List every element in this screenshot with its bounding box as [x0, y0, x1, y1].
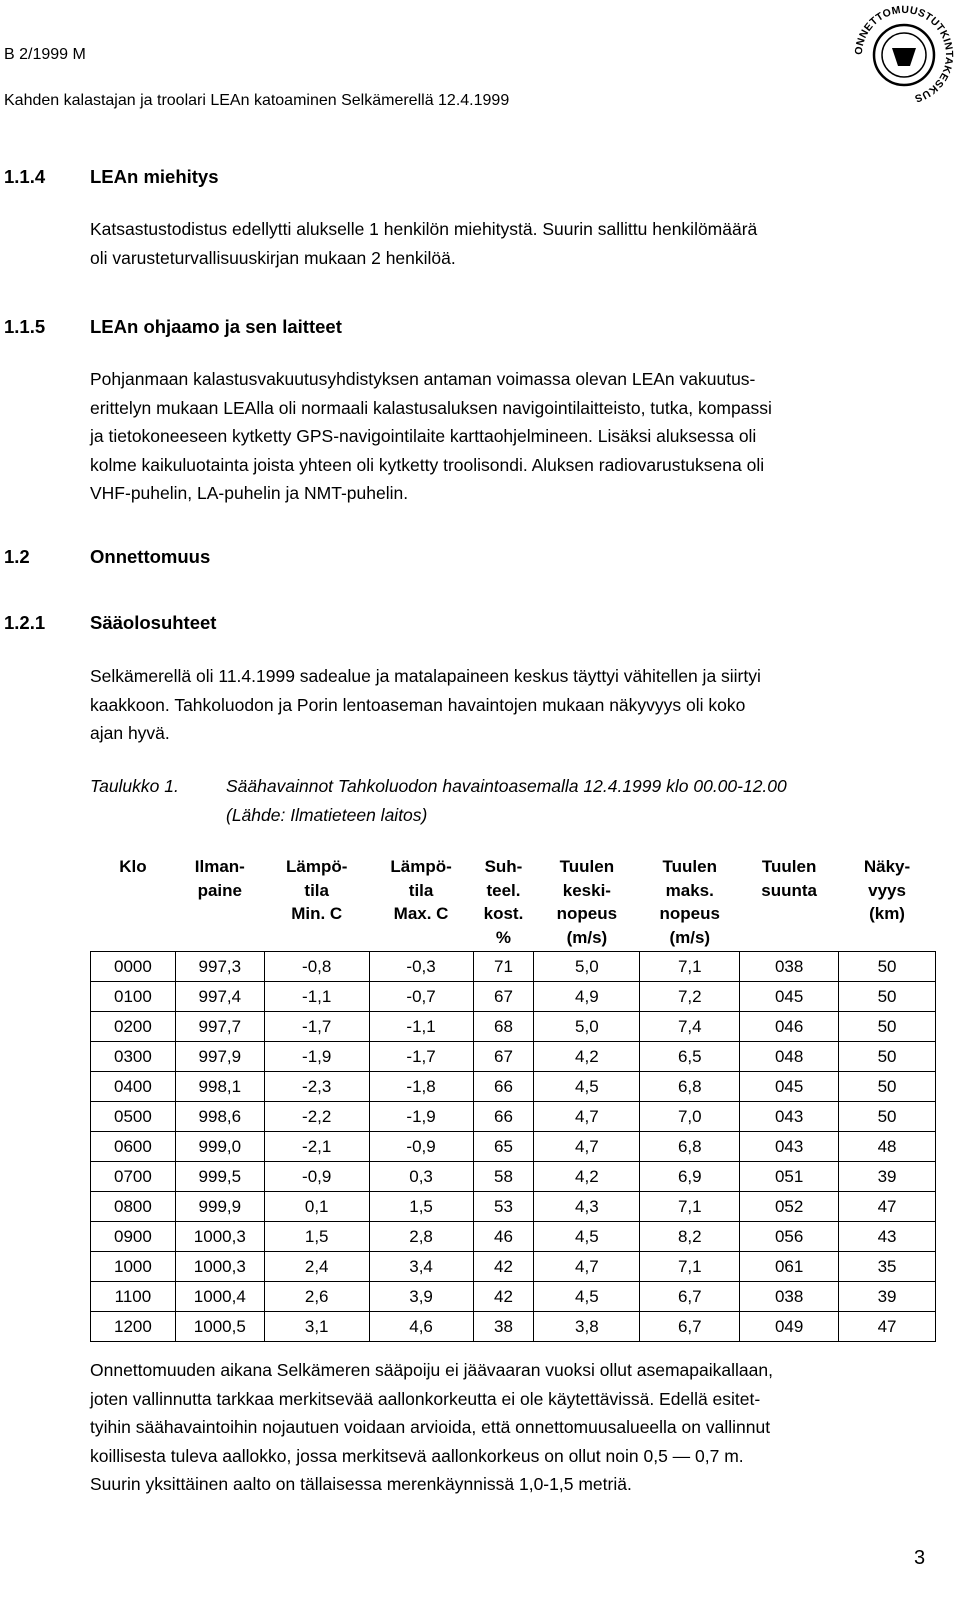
table-cell: 6,7	[640, 1312, 740, 1342]
table-cell: 42	[473, 1282, 534, 1312]
weather-observations-table	[90, 855, 936, 1342]
table-cell: 3,8	[534, 1312, 640, 1342]
table-cell: -1,7	[264, 1012, 369, 1042]
table-cell: 4,2	[534, 1042, 640, 1072]
text-line: VHF-puhelin, LA-puhelin ja NMT-puhelin.	[90, 483, 409, 503]
table-cell: 4,2	[534, 1162, 640, 1192]
text-line: tyihin säähavaintoihin nojautuen voidaan arvioida, että onnettomuusalueella on vallinnut	[90, 1417, 771, 1437]
section-title: LEAn ohjaamo ja sen laitteet	[90, 316, 342, 337]
table-cell: -1,7	[369, 1042, 473, 1072]
table-cell: 4,7	[534, 1252, 640, 1282]
text-line: kaakkoon. Tahkoluodon ja Porin lentoaseman havaintojen mukaan näkyvyys oli koko	[90, 694, 746, 715]
table-cell: 1000	[91, 1252, 176, 1282]
table-cell: 997,3	[175, 952, 264, 982]
table-cell: 50	[839, 1072, 936, 1102]
table-cell: 0200	[91, 1012, 176, 1042]
table-cell: 2,4	[264, 1252, 369, 1282]
table-cell: 3,1	[264, 1312, 369, 1342]
column-header	[839, 855, 936, 952]
column-header-line: Min. C	[291, 904, 343, 923]
table-cell: 997,7	[175, 1012, 264, 1042]
table-cell: 0000	[91, 952, 176, 982]
table-cell: -0,9	[264, 1162, 369, 1192]
section-title: Sääolosuhteet	[90, 612, 217, 633]
column-header	[640, 855, 740, 952]
column-header	[264, 855, 369, 952]
section-number: 1.2.1	[4, 612, 46, 633]
table-cell: 0700	[91, 1162, 176, 1192]
paragraph-aallokko	[90, 1356, 936, 1499]
text-line: koillisesta tuleva aallokko, jossa merkitsevä aallonkorkeus on ollut noin 0,5 — 0,7 m.	[90, 1445, 744, 1466]
text-line: kolme kaikuluotainta joista yhteen oli kytketty troolisondi. Aluksen radiovarustuksena oli	[90, 454, 765, 475]
table-cell: 6,8	[640, 1132, 740, 1162]
table-header-row	[91, 855, 936, 952]
column-header-line: paine	[197, 880, 242, 900]
table-cell: 6,9	[640, 1162, 740, 1192]
table-cell: -0,7	[369, 982, 473, 1012]
table-cell: 999,9	[175, 1192, 264, 1222]
column-header	[91, 855, 176, 952]
column-header-line: tila	[304, 880, 329, 900]
section-number: 1.1.5	[4, 316, 46, 337]
document-title: Kahden kalastajan ja troolari LEAn katoaminen Selkämerellä 12.4.1999	[4, 92, 510, 109]
text-line: joten vallinnutta tarkkaa merkitsevää aallonkorkeutta ei ole käytettävissä. Edellä esitet-	[90, 1388, 761, 1409]
table-cell: -1,8	[369, 1072, 473, 1102]
table-cell: 38	[473, 1312, 534, 1342]
table-caption-title: Säähavainnot Tahkoluodon havaintoasemalla 12.4.1999 klo 00.00-12.00	[226, 776, 787, 796]
table-cell: 0600	[91, 1132, 176, 1162]
table-cell: 056	[740, 1222, 839, 1252]
table-cell: 999,5	[175, 1162, 264, 1192]
table-cell: 7,1	[640, 952, 740, 982]
table-cell: -0,8	[264, 952, 369, 982]
table-cell: -2,2	[264, 1102, 369, 1132]
table-cell: 0400	[91, 1072, 176, 1102]
table-cell: 50	[839, 1042, 936, 1072]
text-line: erittelyn mukaan LEAlla oli normaali kalastusaluksen navigointilaitteisto, tutka, kompassi	[90, 397, 772, 418]
column-header-line: tila	[408, 880, 434, 900]
table-row	[91, 952, 936, 982]
section-title: Onnettomuus	[90, 546, 211, 567]
column-header-line: Lämpö-	[390, 857, 452, 876]
table-row	[91, 1102, 936, 1132]
table-cell: 1000,3	[175, 1222, 264, 1252]
table-cell: 7,0	[640, 1102, 740, 1132]
table-cell: 6,5	[640, 1042, 740, 1072]
table-row	[91, 1072, 936, 1102]
table-cell: 998,6	[175, 1102, 264, 1132]
table-cell: 65	[473, 1132, 534, 1162]
table-cell: 47	[839, 1192, 936, 1222]
table-cell: 043	[740, 1102, 839, 1132]
table-cell: -0,3	[369, 952, 473, 982]
column-header-line: (m/s)	[669, 927, 711, 947]
logo-lettering: ONNETTOMUUSTUTKINTAKESKUS	[852, 3, 956, 105]
onnettomuustutkintakeskus-logo	[848, 0, 960, 110]
table-cell: -1,9	[264, 1042, 369, 1072]
table-row	[91, 1192, 936, 1222]
table-cell: 53	[473, 1192, 534, 1222]
column-header-line: suunta	[761, 880, 817, 900]
table-cell: 051	[740, 1162, 839, 1192]
table-cell: 061	[740, 1252, 839, 1282]
table-cell: 045	[740, 1072, 839, 1102]
table-cell: 1,5	[264, 1222, 369, 1252]
table-cell: 2,6	[264, 1282, 369, 1312]
column-header-line: Näky-	[863, 857, 911, 876]
table-cell: 43	[839, 1222, 936, 1252]
table-cell: 66	[473, 1102, 534, 1132]
column-header-line: Suh-	[484, 857, 523, 876]
document-id: B 2/1999 M	[4, 46, 86, 63]
column-header	[534, 855, 640, 952]
table-cell: 50	[839, 952, 936, 982]
table-cell: 71	[473, 952, 534, 982]
table-cell: 7,1	[640, 1252, 740, 1282]
table-row	[91, 1252, 936, 1282]
table-caption-source: (Lähde: Ilmatieteen laitos)	[226, 805, 428, 825]
table-cell: 42	[473, 1252, 534, 1282]
table-cell: 997,9	[175, 1042, 264, 1072]
column-header-line: vyys	[868, 880, 906, 900]
table-cell: -1,9	[369, 1102, 473, 1132]
table-cell: 48	[839, 1132, 936, 1162]
table-cell: 46	[473, 1222, 534, 1252]
table-cell: 0500	[91, 1102, 176, 1132]
table-cell: 4,7	[534, 1102, 640, 1132]
table-cell: 1000,4	[175, 1282, 264, 1312]
table-cell: 1200	[91, 1312, 176, 1342]
column-header-line: Klo	[119, 857, 147, 876]
text-line: Onnettomuuden aikana Selkämeren sääpoiju ei jäävaaran vuoksi ollut asemapaikallaan,	[90, 1360, 773, 1380]
table-cell: 3,9	[369, 1282, 473, 1312]
table-cell: -0,9	[369, 1132, 473, 1162]
text-line: Selkämerellä oli 11.4.1999 sadealue ja matalapaineen keskus täyttyi vähitellen ja siirtyi	[90, 666, 761, 686]
table-cell: 6,7	[640, 1282, 740, 1312]
column-header	[175, 855, 264, 952]
table-cell: 67	[473, 1042, 534, 1072]
column-header	[473, 855, 534, 952]
text-line: ajan hyvä.	[90, 723, 170, 743]
table-cell: 997,4	[175, 982, 264, 1012]
column-header-line: Tuulen	[559, 857, 615, 876]
table-cell: 045	[740, 982, 839, 1012]
table-cell: 0,1	[264, 1192, 369, 1222]
column-header-line: maks.	[665, 880, 714, 900]
table-cell: 67	[473, 982, 534, 1012]
table-cell: 4,3	[534, 1192, 640, 1222]
table-cell: 0,3	[369, 1162, 473, 1192]
table-row	[91, 1132, 936, 1162]
column-header-line: keski-	[562, 880, 611, 900]
column-header-line: Tuulen	[662, 857, 717, 876]
table-cell: 66	[473, 1072, 534, 1102]
table-cell: 8,2	[640, 1222, 740, 1252]
text-line: oli varusteturvallisuuskirjan mukaan 2 henkilöä.	[90, 247, 456, 268]
text-line: ja tietokoneeseen kytketty GPS-navigointilaite karttaohjelmineen. Lisäksi aluksessa oli	[90, 426, 757, 446]
table-cell: -1,1	[369, 1012, 473, 1042]
table-cell: 50	[839, 1012, 936, 1042]
table-cell: 6,8	[640, 1072, 740, 1102]
section-title: LEAn miehitys	[90, 166, 219, 187]
column-header	[369, 855, 473, 952]
table-cell: 5,0	[534, 952, 640, 982]
table-cell: 1,5	[369, 1192, 473, 1222]
column-header-line: Ilman-	[194, 857, 245, 876]
column-header-line: kost.	[483, 904, 524, 923]
paragraph-miehitys	[90, 215, 936, 272]
table-cell: 50	[839, 1102, 936, 1132]
section-number: 1.1.4	[4, 166, 46, 187]
table-cell: 7,1	[640, 1192, 740, 1222]
column-header-line: nopeus	[556, 904, 618, 923]
table-cell: 58	[473, 1162, 534, 1192]
table-cell: 048	[740, 1042, 839, 1072]
table-cell: 4,5	[534, 1072, 640, 1102]
table-cell: -2,1	[264, 1132, 369, 1162]
table-row	[91, 1012, 936, 1042]
table-cell: -1,1	[264, 982, 369, 1012]
table-cell: 4,7	[534, 1132, 640, 1162]
table-cell: 68	[473, 1012, 534, 1042]
table-cell: 052	[740, 1192, 839, 1222]
table-cell: 0300	[91, 1042, 176, 1072]
text-line: Katsastustodistus edellytti alukselle 1 henkilön miehitystä. Suurin sallittu henkilömäärä	[90, 219, 758, 239]
table-row	[91, 1282, 936, 1312]
table-cell: 50	[839, 982, 936, 1012]
table-cell: 3,4	[369, 1252, 473, 1282]
table-cell: 043	[740, 1132, 839, 1162]
section-number: 1.2	[4, 546, 30, 567]
table-cell: 1100	[91, 1282, 176, 1312]
column-header-line: %	[495, 927, 512, 947]
table-cell: 0800	[91, 1192, 176, 1222]
paragraph-ohjaamo	[90, 365, 936, 508]
table-row	[91, 1162, 936, 1192]
table-cell: 0900	[91, 1222, 176, 1252]
column-header-line: (m/s)	[566, 927, 608, 947]
column-header-line: (km)	[869, 904, 905, 923]
table-cell: 038	[740, 952, 839, 982]
paragraph-saaolosuhteet	[90, 662, 936, 748]
table-cell: 4,5	[534, 1282, 640, 1312]
table-cell: 038	[740, 1282, 839, 1312]
table-cell: 4,6	[369, 1312, 473, 1342]
table-cell: 998,1	[175, 1072, 264, 1102]
table-row	[91, 1222, 936, 1252]
text-line: Suurin yksittäinen aalto on tällaisessa merenkäynnissä 1,0-1,5 metriä.	[90, 1474, 632, 1494]
table-caption-label: Taulukko 1.	[90, 776, 179, 796]
table-cell: 0100	[91, 982, 176, 1012]
column-header-line: teel.	[486, 880, 521, 900]
text-line: Pohjanmaan kalastusvakuutusyhdistyksen antaman voimassa olevan LEAn vakuutus-	[90, 369, 756, 389]
table-cell: 046	[740, 1012, 839, 1042]
table-cell: 2,8	[369, 1222, 473, 1252]
column-header-line: Max. C	[393, 904, 449, 923]
column-header-line: Lämpö-	[285, 857, 348, 876]
table-row	[91, 1042, 936, 1072]
table-cell: 1000,3	[175, 1252, 264, 1282]
table-cell: 47	[839, 1312, 936, 1342]
table-cell: 7,2	[640, 982, 740, 1012]
page-number: 3	[914, 1547, 926, 1569]
table-cell: 4,5	[534, 1222, 640, 1252]
table-cell: 049	[740, 1312, 839, 1342]
table-row	[91, 982, 936, 1012]
table-cell: 35	[839, 1252, 936, 1282]
table-cell: 1000,5	[175, 1312, 264, 1342]
table-cell: 39	[839, 1282, 936, 1312]
column-header	[740, 855, 839, 952]
column-header-line: Tuulen	[761, 857, 817, 876]
table-body	[91, 952, 936, 1342]
table-cell: 4,9	[534, 982, 640, 1012]
table-cell: -2,3	[264, 1072, 369, 1102]
table-cell: 5,0	[534, 1012, 640, 1042]
table-cell: 999,0	[175, 1132, 264, 1162]
column-header-line: nopeus	[659, 904, 720, 923]
table-cell: 39	[839, 1162, 936, 1192]
table-row	[91, 1312, 936, 1342]
table-cell: 7,4	[640, 1012, 740, 1042]
